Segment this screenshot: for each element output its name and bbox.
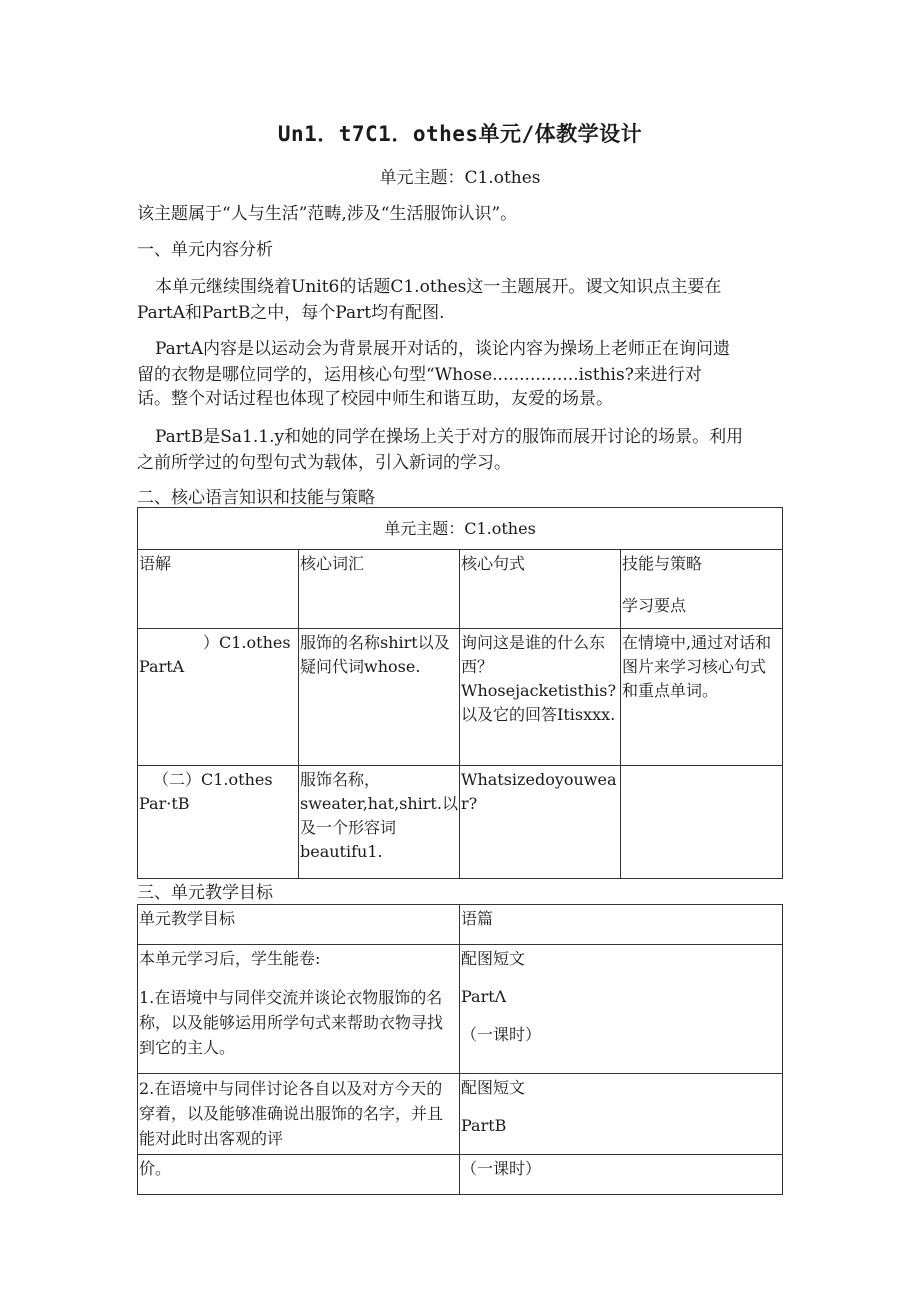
goal-1-cell — [138, 945, 460, 1074]
row-a-vocab: 服饰的名称shirt以及疑问代词whose. — [299, 629, 460, 766]
header-unit: 语解 — [138, 550, 299, 629]
text-2-type: 配图短文 — [461, 1078, 526, 1097]
para2-line3: 话。整个对话过程也体现了校园中师生和谐互助，友爱的场景。 — [137, 389, 613, 409]
para1-line2: PartA和PartB之中，每个Part均有配图. — [137, 303, 445, 323]
teaching-goals-table — [137, 904, 783, 1195]
document-title: Un1．t7C1．othes单元/体教学设计 — [277, 122, 643, 146]
para1-line1: 本单元继续围绕着Unit6的话题C1.othes这一主题展开。谡文知识点主要在 — [155, 277, 722, 297]
row-a-unit-line2: PartA — [139, 657, 185, 676]
row-b-unit-line2: Par·tB — [139, 794, 190, 813]
header-text: 语篇 — [460, 905, 783, 945]
row-a-unit — [138, 629, 299, 766]
para2-line1: PartA内容是以运动会为背景展开对话的，谈论内容为操场上老师正在询问遗 — [155, 339, 731, 359]
text-1-type: 配图短文 — [461, 949, 526, 968]
row-a-sentence — [460, 629, 621, 766]
header-vocab: 核心词汇 — [299, 550, 460, 629]
section1-heading: 一、单元内容分析 — [137, 240, 273, 260]
goal-1: 1.在语境中与同伴交流并谈论衣物服饰的名称，以及能够运用所学句式来帮助衣物寻找到它的主人。 — [139, 988, 444, 1057]
goal-intro: 本单元学习后，学生能卷: — [139, 949, 321, 968]
row-a-skill: 在情境中,通过对话和图片来学习核心句式和重点单词。 — [621, 629, 783, 766]
para3-line1: PartB是Sa1.1.y和她的同学在操场上关于对方的服饰而展开讨论的场景。利用 — [155, 427, 744, 447]
text-2-cell — [460, 1074, 783, 1155]
text-2-lessons: （一课时） — [460, 1155, 783, 1195]
row-a-sentence-line2: Whosejacketisthis?以及它的回答Itisxxx. — [461, 681, 617, 724]
row-a-unit-line1: ）C1.othes — [203, 633, 291, 652]
header-skills-label: 技能与策略 — [622, 554, 703, 573]
row-b-unit-line1: （二）C1.othes — [153, 770, 273, 789]
goal-2: 2.在语境中与同伴讨论各自以及对方今天的穿着，以及能够准确说出服饰的名字，并且能对此时出客观的评 — [138, 1074, 460, 1155]
header-goal: 单元教学目标 — [138, 905, 460, 945]
section2-heading: 二、核心语言知识和技能与策略 — [137, 488, 375, 508]
unit-theme: 单元主题：C1.othes — [379, 168, 541, 188]
header-skills — [621, 550, 783, 629]
text-2-part: PartB — [461, 1116, 507, 1135]
row-b-vocab: 服饰名称，sweater,hat,shirt.以及一个形容词beautifu1. — [299, 766, 460, 879]
section3-heading: 三、单元教学目标 — [137, 883, 273, 903]
intro-text: 该主题属于“人与生活”范畴,涉及“生活服饰认识”。 — [137, 204, 518, 224]
row-b-skill — [621, 766, 783, 879]
row-b-unit — [138, 766, 299, 879]
goal-2-continued: 价。 — [138, 1155, 460, 1195]
para2-line2: 留的衣物是哪位同学的，运用核心句型“Whose................isthis?来进行对 — [137, 365, 702, 385]
header-sentence: 核心句式 — [460, 550, 621, 629]
row-a-sentence-line1: 询问这是谁的什么东西？ — [461, 633, 606, 676]
text-1-cell — [460, 945, 783, 1074]
core-knowledge-table — [137, 507, 783, 879]
text-1-lessons: （一课时） — [461, 1025, 542, 1044]
header-keypoints-label: 学习要点 — [622, 596, 687, 615]
row-b-sentence: Whatsizedoyouwear? — [460, 766, 621, 879]
para3-line2: 之前所学过的句型句式为载体，引入新词的学习。 — [137, 453, 511, 473]
text-1-part: PartΛ — [461, 987, 507, 1006]
table-theme-cell: 单元主题：C1.othes — [138, 508, 783, 550]
